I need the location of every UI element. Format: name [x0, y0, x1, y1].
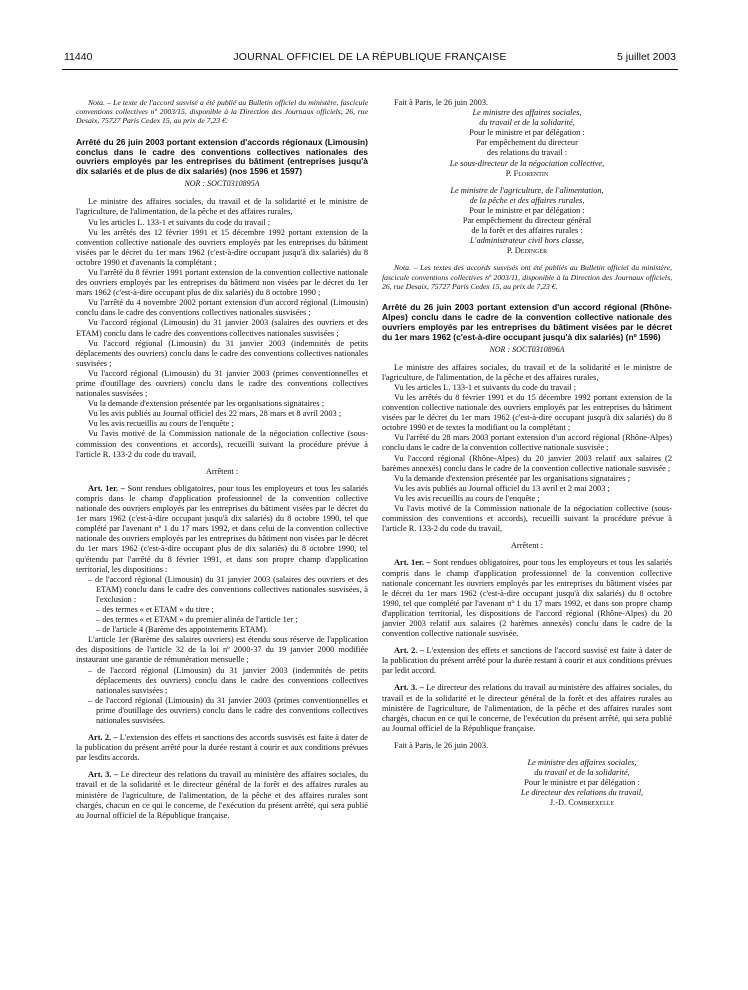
- left-para: Vu l'arrêté du 4 novembre 2002 portant extension d'un accord régional (Limousin) conclu dans le cadre des conventions collectives nationales susvisées ;: [76, 298, 368, 318]
- left-article-1: [76, 484, 368, 575]
- right-para: Vu l'avis motivé de la Commission nationale de la négociation collective (sous-commission des conventions et accords), recueilli suivant la procédure prévue à l'article R. 133-2 du code du travail,: [382, 504, 672, 534]
- right-para: Vu les avis recueillis au cours de l'enquête ;: [394, 493, 540, 503]
- left-art1-label: Art. 1er. –: [88, 483, 125, 493]
- right-art3-label: Art. 3. –: [394, 683, 424, 693]
- left-art1-subitem: – des termes « et ETAM » du titre ;: [96, 604, 214, 614]
- right-para: Vu les arrêtés du 8 février 1991 et du 15 décembre 1992 portant extension de la convention collective nationale des ouvriers employés par les entreprises du bâtiment visées par le décret du 1er mars 1962 (c'est-à-dire occupant jusqu'à dix salariés) du 8 octobre 1990 et de textes la modifiant ou la complétant ;: [382, 393, 672, 433]
- left-article-2: [76, 733, 368, 763]
- sig-line: de la pêche et des affaires rurales,: [469, 195, 585, 205]
- signature-block-2: [382, 186, 672, 257]
- left-art3-label: Art. 3. –: [88, 770, 119, 780]
- sig-line: Le ministre de l'agriculture, de l'alimentation,: [450, 185, 604, 195]
- right-arretent: Arrêtent :: [510, 541, 544, 551]
- sig-line: Pour le ministre et par délégation :: [469, 205, 585, 215]
- sig-line: Le ministre des affaires sociales,: [472, 108, 582, 118]
- left-art1-subitem: – de l'article 4 (Barème des appointements ETAM).: [96, 625, 268, 635]
- sig-line: Le ministre des affaires sociales,: [527, 758, 637, 768]
- journal-title: JOURNAL OFFICIEL DE LA RÉPUBLIQUE FRANÇAISE: [233, 51, 507, 63]
- left-art2-text: L'extension des effets et sanctions des accords susvisés est faite à dater de la publication du présent arrêté pour la durée restant à courir et aux conditions prévues par lesdits accords.: [76, 733, 368, 763]
- right-art1-text: Sont rendues obligatoires, pour tous les employeurs et tous les salariés compris dans le champ d'application professionnel de la convention collective nationale concernant les ouvriers employés par les entreprises du bâtiment visées par le décret du 1er mars 1962 (c'est-à-dire occupant jusqu'à dix salariés) du 8 octobre 1990, tel que complété par l'avenant nº 1 du 17 mars 1992, et dans son propre champ d'application territorial, les dispositions de l'accord régional (Rhône-Alpes) du 20 janvier 2003 relatif aux salaires (2 barèmes annexés) conclu dans le cadre de la convention collective nationale susvisée.: [382, 558, 672, 639]
- right-fait: Fait à Paris, le 26 juin 2003.: [394, 98, 489, 107]
- left-para: Vu la demande d'extension présentée par les organisations signataires ;: [88, 399, 325, 409]
- signature-block-3: [382, 758, 672, 808]
- signature-block-1: [382, 108, 672, 179]
- left-art1-para2: L'article 1er (Barème des salaires ouvriers) est étendu sous réserve de l'application des dispositions de l'article 32 de la loi nº 2000-37 du 19 janvier 2000 modifiée instaurant une garantie de rémunération mensuelle ;: [76, 635, 368, 665]
- sig-line: de la forêt et des affaires rurales :: [471, 226, 583, 236]
- right-art2-text: L'extension des effets et sanctions de l'accord susvisé est faite à dater de la publication du présent arrêté pour la durée restant à courir et aux conditions prévues par ledit accord.: [382, 646, 672, 676]
- right-para: Vu l'accord régional (Rhône-Alpes) du 20 janvier 2003 relatif aux salaires (2 barèmes annexés) conclu dans le cadre de la convention collective nationale susvisée ;: [382, 453, 672, 473]
- right-para: Le ministre des affaires sociales, du travail et de la solidarité et le ministre de l'agriculture, de l'alimentation, de la pêche et des affaires rurales,: [382, 362, 672, 382]
- left-para: Vu les arrêtés des 12 février 1991 et 15 décembre 1992 portant extension de la convention collective nationale des ouvriers employés par les entreprises du bâtiment visées par le décret du 1er mars 1962 (c'est-à-dire occupant jusqu'à dix salariés) du 8 octobre 1990 et d'avenants la complétant ;: [76, 227, 368, 267]
- right-fait-2: Fait à Paris, le 26 juin 2003.: [394, 740, 489, 750]
- left-art3-text: Le directeur des relations du travail au ministère des affaires sociales, du travail et de la solidarité et le directeur général de la forêt et des affaires rurales au ministère de l'agriculture, de l'alimentation, de la pêche et des affaires rurales sont chargés, chacun en ce qui le concerne, de l'exécution du présent arrêté, qui sera publié au Journal officiel de la République française.: [76, 770, 368, 820]
- right-art2-label: Art. 2. –: [394, 646, 425, 656]
- sig-line: du travail et de la solidarité,: [534, 768, 630, 778]
- left-decree-title: Arrêté du 26 juin 2003 portant extension d'accords régionaux (Limousin) conclus dans le cadre des conventions collectives nationales des ouvriers employés par les entreprises du bâtiment (entreprises jusqu'à dix salariés et de plus de dix salariés) (nos 1596 et 1597): [76, 136, 368, 177]
- header-rule: [62, 69, 678, 70]
- left-art1-item: – de l'accord régional (Limousin) du 31 janvier 2003 (primes conventionnelles et prime d'outillage des ouvriers) conclu dans le cadre des conventions collectives nationales susvisées.: [88, 695, 368, 726]
- signatory-name: J.-D. Combrexelle: [549, 798, 615, 808]
- left-para: Le ministre des affaires sociales, du travail et de la solidarité et le ministre de l'agriculture, de l'alimentation, de la pêche et des affaires rurales,: [76, 197, 368, 217]
- left-art1-item: – de l'accord régional (Limousin) du 31 janvier 2003 (indemnités de petits déplacements des ouvriers) conclu dans le cadre des conventions collectives nationales susvisées ;: [88, 665, 368, 695]
- left-arretent: Arrêtent :: [205, 466, 239, 476]
- issue-date: 5 juillet 2003: [617, 51, 676, 63]
- right-nor: NOR : SOCT0310896A: [489, 344, 565, 354]
- left-para: Vu l'avis motivé de la Commission nationale de la négociation collective (sous-commission des conventions et accords), recueilli suivant la procédure prévue à l'article R. 133-2 du code du travail,: [76, 429, 368, 459]
- signatory-name: P. Florentin: [505, 168, 549, 178]
- sig-line: Par empêchement du directeur: [476, 138, 578, 148]
- sig-line: Pour le ministre et par délégation :: [524, 778, 640, 788]
- right-para: Vu les articles L. 133-1 et suivants du code du travail ;: [394, 382, 577, 392]
- signatory-name: P. Dedinger: [506, 246, 548, 256]
- sig-line: L'administrateur civil hors classe,: [470, 236, 584, 246]
- left-nota: Nota. – Le texte de l'accord susvisé a été publié au Bulletin officiel du ministère, fascicule conventions collectives nº 2003/15, disponible à la Direction des Journaux officiels, 26, rue Desaix, 75727 Paris Cedex 15, au prix de 7,23 €.: [76, 98, 368, 126]
- right-article-1: [382, 558, 672, 639]
- page-header: [64, 51, 676, 67]
- page-number: 11440: [64, 51, 93, 63]
- sig-line: Pour le ministre et par délégation :: [469, 128, 585, 138]
- right-article-2: [382, 646, 672, 676]
- left-art1-item: – de l'accord régional (Limousin) du 31 janvier 2003 (salaires des ouvriers et des ETAM) conclu dans le cadre des conventions collectives nationales susvisées, à l'exclusion :: [88, 574, 368, 604]
- left-para: Vu l'accord régional (Limousin) du 31 janvier 2003 (indemnités de petits déplacements des ouvriers) conclu dans le cadre des conventions collectives nationales susvisées ;: [76, 338, 368, 368]
- left-para: Vu l'accord régional (Limousin) du 31 janvier 2003 (primes conventionnelles et prime d'outillage des ouvriers) conclu dans le cadre des conventions collectives nationales susvisées ;: [76, 368, 368, 399]
- sig-line: du travail et de la solidarité,: [479, 118, 575, 128]
- right-article-3: [382, 683, 672, 733]
- left-para: Vu l'accord régional (Limousin) du 31 janvier 2003 (salaires des ouvriers et des ETAM) conclu dans le cadre des conventions collectives nationales susvisées ;: [76, 318, 368, 338]
- right-decree-title: Arrêté du 26 juin 2003 portant extension d'un accord régional (Rhône-Alpes) conclu dans le cadre de la convention collective nationale des ouvriers employés par les entreprises du bâtiment visées par le décret du 1er mars 1962 (c'est-à-dire occupant jusqu'à dix salariés) (nº 1596): [382, 302, 672, 342]
- right-art1-label: Art. 1er. –: [394, 558, 431, 568]
- left-art2-label: Art. 2. –: [88, 733, 118, 743]
- sig-line: Par empêchement du directeur général: [462, 216, 592, 226]
- left-art1-subitem: – des termes « et ETAM » du premier alinéa de l'article 1er ;: [96, 615, 298, 625]
- right-nota: Nota. – Les textes des accords susvisés ont été publiés au Bulletin officiel du ministère, fascicule conventions collectives nº 2003/11, disponible à la Direction des Journaux officiels, 26, rue Desaix, 75727 Paris Cedex 15, au prix de 7,23 €.: [382, 263, 672, 291]
- sig-line: des relations du travail :: [486, 148, 568, 158]
- right-para: Vu l'arrêté du 28 mars 2003 portant extension d'un accord régional (Rhône-Alpes) conclu dans le cadre de la convention collective nationale susvisée ;: [382, 433, 672, 453]
- sig-line: Le sous-directeur de la négociation collective,: [449, 158, 605, 168]
- right-art3-text: Le directeur des relations du travail au ministère des affaires sociales, du travail et de la solidarité et le directeur général de la forêt et des affaires rurales au ministère de l'agriculture, de l'alimentation, de la pêche et des affaires rurales sont chargés, chacun en ce qui le concerne, de l'exécution du présent arrêté, qui sera publié au Journal officiel de la République française.: [382, 683, 672, 733]
- right-para: Vu la demande d'extension présentée par les organisations signataires ;: [394, 473, 631, 483]
- sig-line: Le directeur des relations du travail,: [520, 788, 644, 798]
- left-para: Vu les avis publiés au Journal officiel des 22 mars, 28 mars et 8 avril 2003 ;: [88, 409, 342, 419]
- right-column: [382, 98, 672, 808]
- left-nor: NOR : SOCT0310895A: [184, 179, 260, 189]
- left-para: Vu les articles L. 133-1 et suivants du code du travail ;: [88, 217, 271, 227]
- left-para: Vu les avis recueillis au cours de l'enquête ;: [88, 419, 234, 429]
- left-art1-text: Sont rendues obligatoires, pour tous les employeurs et tous les salariés compris dans le champ d'application professionnel de la convention collective nationale des ouvriers employés par les entreprises du bâtiment visées par le décret du 1er mars 1962 (c'est-à-dire occupant jusqu'à dix salariés) du 8 octobre 1990, tel que complété par l'avenant nº 1 du 17 mars 1992, et dans celui de la convention collective nationale des ouvriers employés par les entreprises du bâtiment non visées par le décret du 1er mars 1962 (c'est-à-dire occupant plus de dix salariés) du 8 octobre 1990, tel qu'étendu par l'arrêté du 8 février 1991, et dans son propre champ d'application territorial, les dispositions :: [76, 483, 368, 574]
- left-article-3: [76, 770, 368, 820]
- right-para: Vu les avis publiés au Journal officiel du 13 avril et 2 mai 2003 ;: [394, 483, 610, 493]
- left-para: Vu l'arrêté du 8 février 1991 portant extension de la convention collective nationale des ouvriers employés par les entreprises du bâtiment non visées par le décret du 1er mars 1962 (c'est-à-dire occupant plus de dix salariés) du 8 octobre 1990 ;: [76, 267, 368, 298]
- left-column: [76, 98, 368, 821]
